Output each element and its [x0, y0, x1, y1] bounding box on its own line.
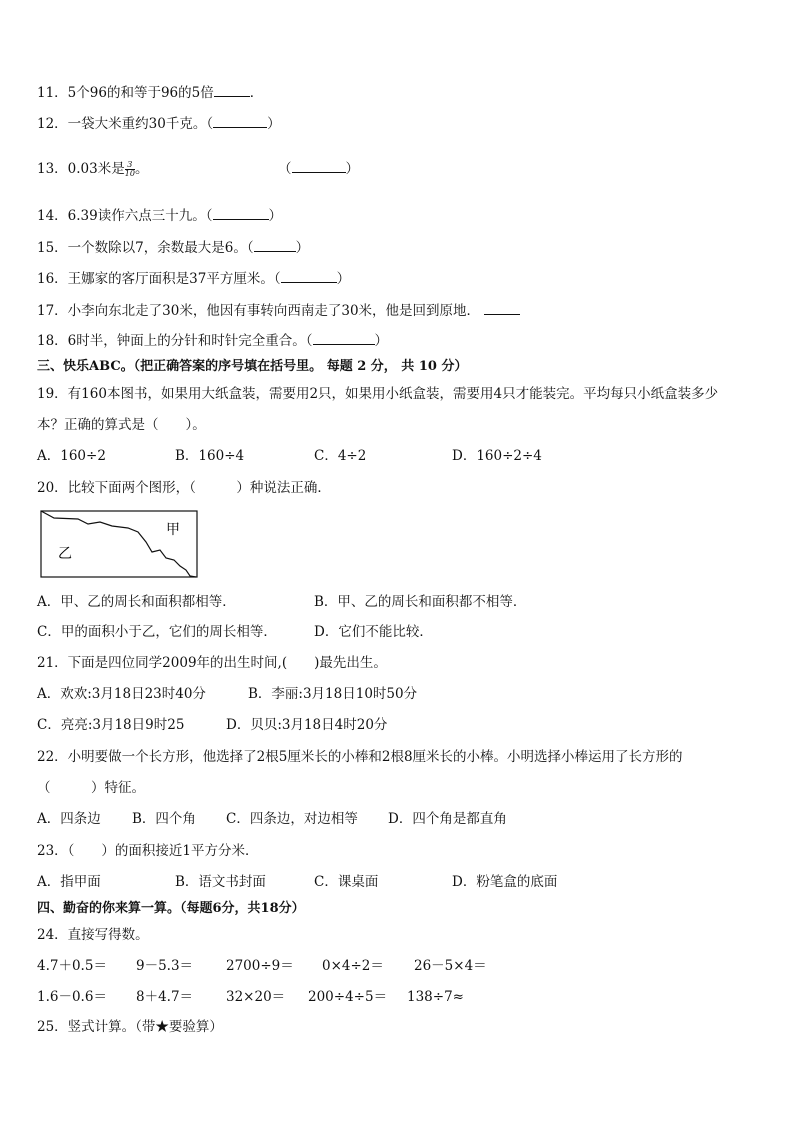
question-11: 11．5个96的和等于96的5倍 ．	[37, 85, 264, 101]
calc-item[interactable]: 138÷7≈	[407, 989, 464, 1005]
shapes-figure	[40, 510, 200, 580]
question-12: 12．一袋大米重约30千克。（ ）	[37, 116, 281, 132]
calc-item[interactable]: 32×20＝	[226, 989, 286, 1005]
option-b[interactable]: B．四个角	[132, 811, 196, 827]
calc-item[interactable]: 8＋4.7＝	[136, 989, 194, 1005]
option-d[interactable]: D．它们不能比较．	[314, 624, 433, 640]
question-19-line-1: 19．有160本图书，如果用大纸盒装，需要用2只，如果用小纸盒装，需要用4只才能装完。平均每只小纸盒装多少	[37, 386, 719, 402]
option-a[interactable]: A．指甲面	[37, 874, 101, 890]
answer-blank[interactable]	[313, 332, 375, 345]
calc-item[interactable]: 0×4÷2＝	[322, 958, 384, 974]
calc-item[interactable]: 1.6－0.6＝	[37, 989, 107, 1005]
option-d[interactable]: D．160÷2÷4	[452, 448, 542, 464]
answer-blank[interactable]	[213, 115, 267, 128]
option-c[interactable]: C．4÷2	[314, 448, 367, 464]
fraction-3-10: $\frac{3}{10}$	[124, 160, 135, 178]
question-24-stem: 24．直接写得数。	[37, 927, 149, 943]
answer-blank[interactable]	[484, 302, 520, 315]
option-b[interactable]: B．甲、乙的周长和面积都不相等．	[314, 594, 527, 610]
question-22-line-1: 22．小明要做一个长方形，他选择了2根5厘米长的小棒和2根8厘米长的小棒。小明选择小棒运用了长方形的	[37, 749, 683, 765]
question-13: 13．0.03米是 $\frac{3}{10}$ 。	[37, 160, 149, 178]
label-yi: 乙	[58, 546, 72, 562]
option-a[interactable]: A．欢欢:3月18日23时40分	[37, 686, 206, 702]
question-15: 15．一个数除以7，余数最大是6。（ ）	[37, 240, 310, 256]
option-a[interactable]: A．四条边	[37, 811, 101, 827]
option-d[interactable]: D．四个角是都直角	[388, 811, 507, 827]
calc-item[interactable]: 2700÷9＝	[226, 958, 294, 974]
option-d[interactable]: D．贝贝:3月18日4时20分	[226, 717, 388, 733]
question-13-answer: （ ）	[278, 161, 359, 177]
dividing-line	[41, 511, 196, 577]
question-25-stem: 25．竖式计算。（带★要验算）	[37, 1019, 223, 1035]
option-a[interactable]: A．160÷2	[37, 448, 106, 464]
question-18: 18．6时半，钟面上的分针和时针完全重合。（ ）	[37, 333, 389, 349]
section-3-heading: 三、快乐ABC。（把正确答案的序号填在括号里。 每题 2 分， 共 10 分）	[37, 359, 468, 374]
calc-item[interactable]: 4.7＋0.5＝	[37, 958, 107, 974]
question-21-stem: 21．下面是四位同学2009年的出生时间,( )最先出生。	[37, 655, 387, 671]
answer-blank[interactable]	[214, 84, 250, 97]
question-19-line-2: 本？正确的算式是（ ）。	[37, 417, 206, 433]
question-23-stem: 23．（ ）的面积接近1平方分米．	[37, 843, 259, 859]
figure-border	[41, 511, 197, 577]
option-c[interactable]: C．四条边，对边相等	[226, 811, 358, 827]
calc-item[interactable]: 200÷4÷5＝	[308, 989, 388, 1005]
answer-blank[interactable]	[213, 207, 269, 220]
option-c[interactable]: C．课桌面	[314, 874, 379, 890]
option-d[interactable]: D．粉笔盒的底面	[452, 874, 558, 890]
option-a[interactable]: A．甲、乙的周长和面积都相等．	[37, 594, 236, 610]
section-4-heading: 四、勤奋的你来算一算。（每题6分，共18分）	[37, 901, 305, 916]
question-17: 17．小李向东北走了30米，他因有事转向西南走了30米，他是回到原地．	[37, 302, 520, 320]
option-b[interactable]: B．李丽:3月18日10时50分	[248, 686, 418, 702]
option-b[interactable]: B．160÷4	[175, 448, 245, 464]
question-22-line-2: （ ）特征。	[37, 780, 145, 796]
option-c[interactable]: C．亮亮:3月18日9时25	[37, 717, 185, 733]
question-20-stem: 20．比较下面两个图形，（ ）种说法正确．	[37, 480, 331, 496]
calc-item[interactable]: 26－5×4＝	[414, 958, 487, 974]
answer-blank[interactable]	[292, 160, 346, 173]
question-14: 14．6.39读作六点三十九。（ ）	[37, 208, 282, 224]
option-c[interactable]: C．甲的面积小于乙，它们的周长相等．	[37, 624, 277, 640]
calc-item[interactable]: 9－5.3＝	[136, 958, 194, 974]
answer-blank[interactable]	[254, 239, 296, 252]
option-b[interactable]: B．语文书封面	[175, 874, 266, 890]
label-jia: 甲	[166, 522, 180, 538]
answer-blank[interactable]	[281, 270, 337, 283]
question-16: 16．王娜家的客厅面积是37平方厘米。（ ）	[37, 271, 351, 287]
